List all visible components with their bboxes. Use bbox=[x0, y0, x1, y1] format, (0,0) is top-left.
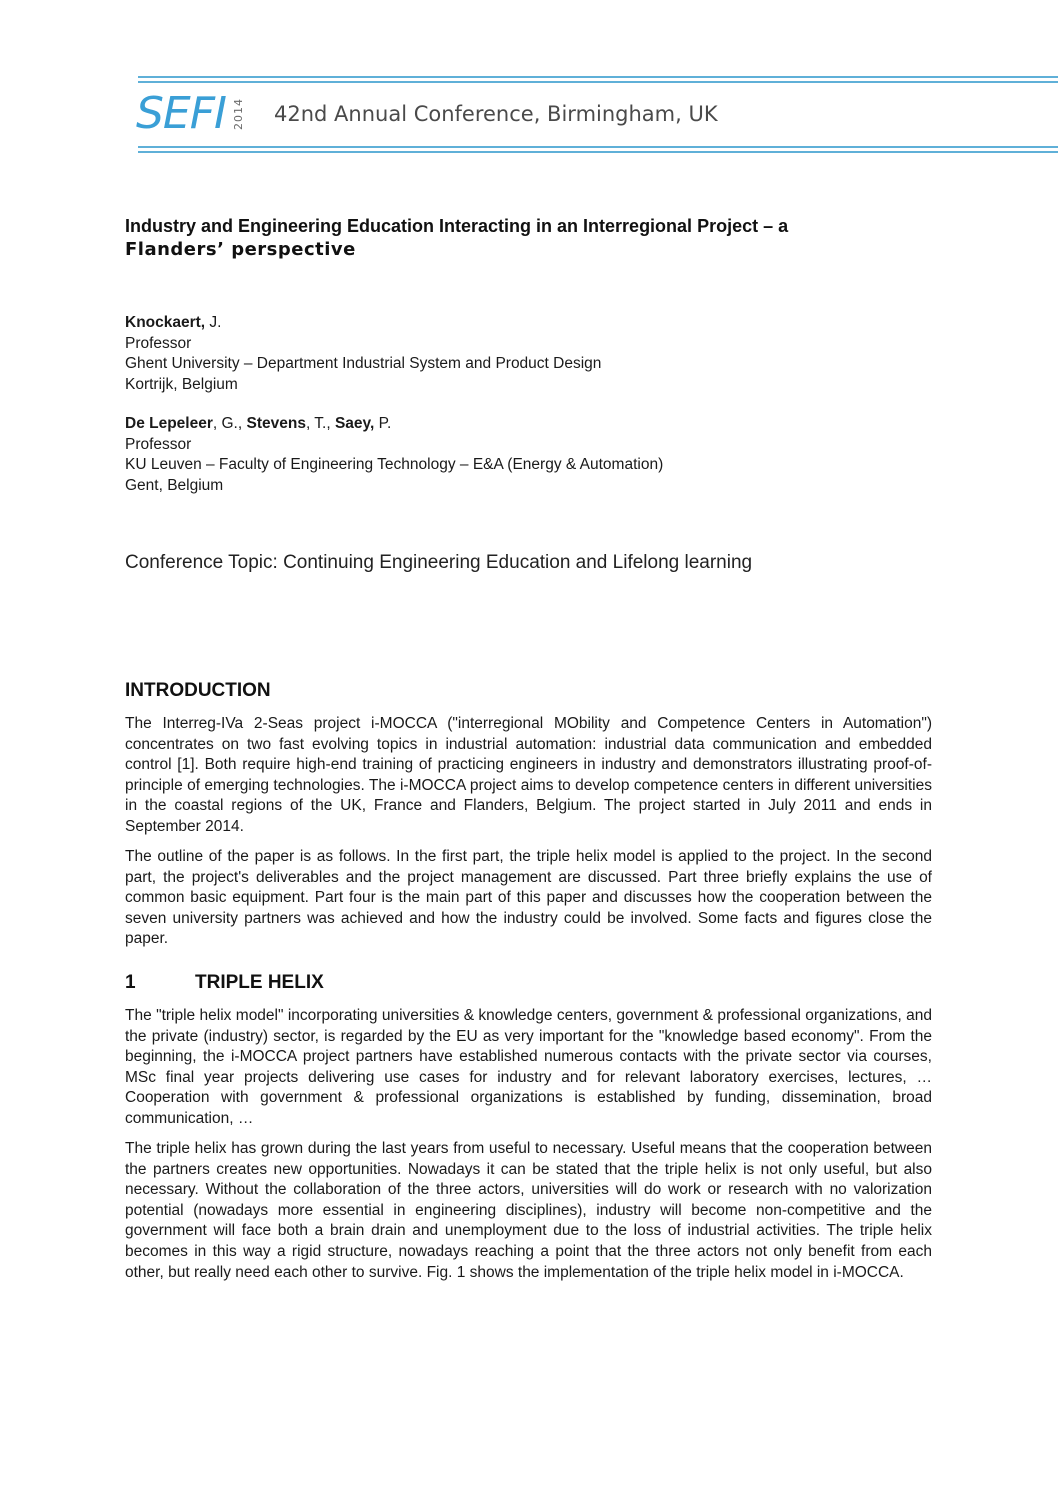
author-role: Professor bbox=[125, 435, 192, 453]
author-names bbox=[125, 414, 925, 435]
author-initials: P. bbox=[374, 415, 392, 432]
paper-title bbox=[125, 214, 935, 262]
author-role: Professor bbox=[125, 334, 192, 352]
author-surname: Stevens bbox=[246, 415, 306, 432]
author-group-1 bbox=[125, 313, 925, 395]
author-group-2 bbox=[125, 414, 925, 496]
triple-helix-paragraph-1: The "triple helix model" incorporating universities & knowledge centers, government & professional organizations, and the private (industry) sector, is regarded by the EU as very important for the "knowledge based economy". From the beginning, the i-MOCCA project partners have established numerous contacts with the private sector via courses, MSc final year projects delivering use cases for industry and for relevant laboratory exercises, lectures, … Cooperation with government & professional organizations is established by funding, dissemination, broad communication, … bbox=[125, 1007, 932, 1127]
header-rule-top-1 bbox=[138, 76, 1058, 78]
author-initials: J. bbox=[205, 314, 222, 331]
author-surname: Knockaert, bbox=[125, 314, 206, 331]
author-initials: , G., bbox=[212, 415, 247, 432]
section-heading-introduction bbox=[125, 680, 271, 702]
section-number: 1 bbox=[125, 972, 136, 993]
author-names bbox=[125, 313, 925, 334]
conference-topic: Conference Topic: Continuing Engineering Education and Lifelong learning bbox=[125, 552, 753, 573]
intro-paragraph-2: The outline of the paper is as follows. In the first part, the triple helix model is applied to the project. In the second part, the project's deliverables and the project management are discussed. Part three briefly explains the use of common basic equipment. Part four is the main part of this paper and discusses how the cooperation between the seven university partners was achieved and how the industry could be involved. Some facts and figures close the paper. bbox=[125, 848, 932, 948]
author-initials: , T., bbox=[305, 415, 335, 432]
intro-paragraph-1: The Interreg-IVa 2-Seas project i-MOCCA ("interregional MObility and Competence Centers in Automation") concentrates on two fast evolving topics in industrial automation: industrial data communication and embedded control [1]. Both require high-end training of practicing engineers in industry and demonstrators illustrating proof-of-principle of emerging technologies. The i-MOCCA project aims to develop competence centers in different universities in the coastal regions of the UK, France and Flanders, Belgium. The project started in July 2011 and ends in September 2014. bbox=[125, 715, 932, 835]
author-surname: De Lepeleer bbox=[125, 415, 213, 432]
author-affiliation: Ghent University – Department Industrial System and Product Design bbox=[125, 355, 602, 372]
header-rule-top-2 bbox=[138, 81, 1058, 83]
section-heading-text: TRIPLE HELIX bbox=[195, 972, 324, 993]
section-heading-text: INTRODUCTION bbox=[125, 680, 271, 701]
author-surname: Saey, bbox=[334, 415, 375, 432]
header-rule-bottom-1 bbox=[138, 146, 1058, 148]
sefi-logo-year: 2014 bbox=[232, 98, 245, 130]
paper-title-line-2: Flanders’ perspective bbox=[125, 239, 356, 260]
author-location: Kortrijk, Belgium bbox=[125, 375, 238, 393]
triple-helix-paragraph-2: The triple helix has grown during the last years from useful to necessary. Useful means that the cooperation between the partners creates new opportunities. Nowadays it can be stated that the triple helix is not only useful, but also necessary. Without the collaboration of the three actors, universities will do work or research with no valorization potential (nowadays more essential in engineering disciplines), industry will become non-competitive and the government will face both a brain drain and unemployment due to the loss of industrial activities. The triple helix becomes in this way a rigid structure, nowadays reaching a point that the three actors not only benefit from each other, but really need each other to survive. Fig. 1 shows the implementation of the triple helix model in i-MOCCA. bbox=[125, 1140, 932, 1281]
author-affiliation: KU Leuven – Faculty of Engineering Technology – E&A (Energy & Automation) bbox=[125, 456, 664, 473]
sefi-logo-wordmark: SEFI bbox=[136, 88, 227, 139]
paper-title-line-1: Industry and Engineering Education Interacting in an Interregional Project – a bbox=[125, 216, 789, 236]
header-rule-bottom-2 bbox=[138, 151, 1058, 153]
conference-name: 42nd Annual Conference, Birmingham, UK bbox=[274, 102, 718, 126]
section-heading-triple-helix bbox=[125, 972, 324, 994]
author-location: Gent, Belgium bbox=[125, 476, 224, 494]
